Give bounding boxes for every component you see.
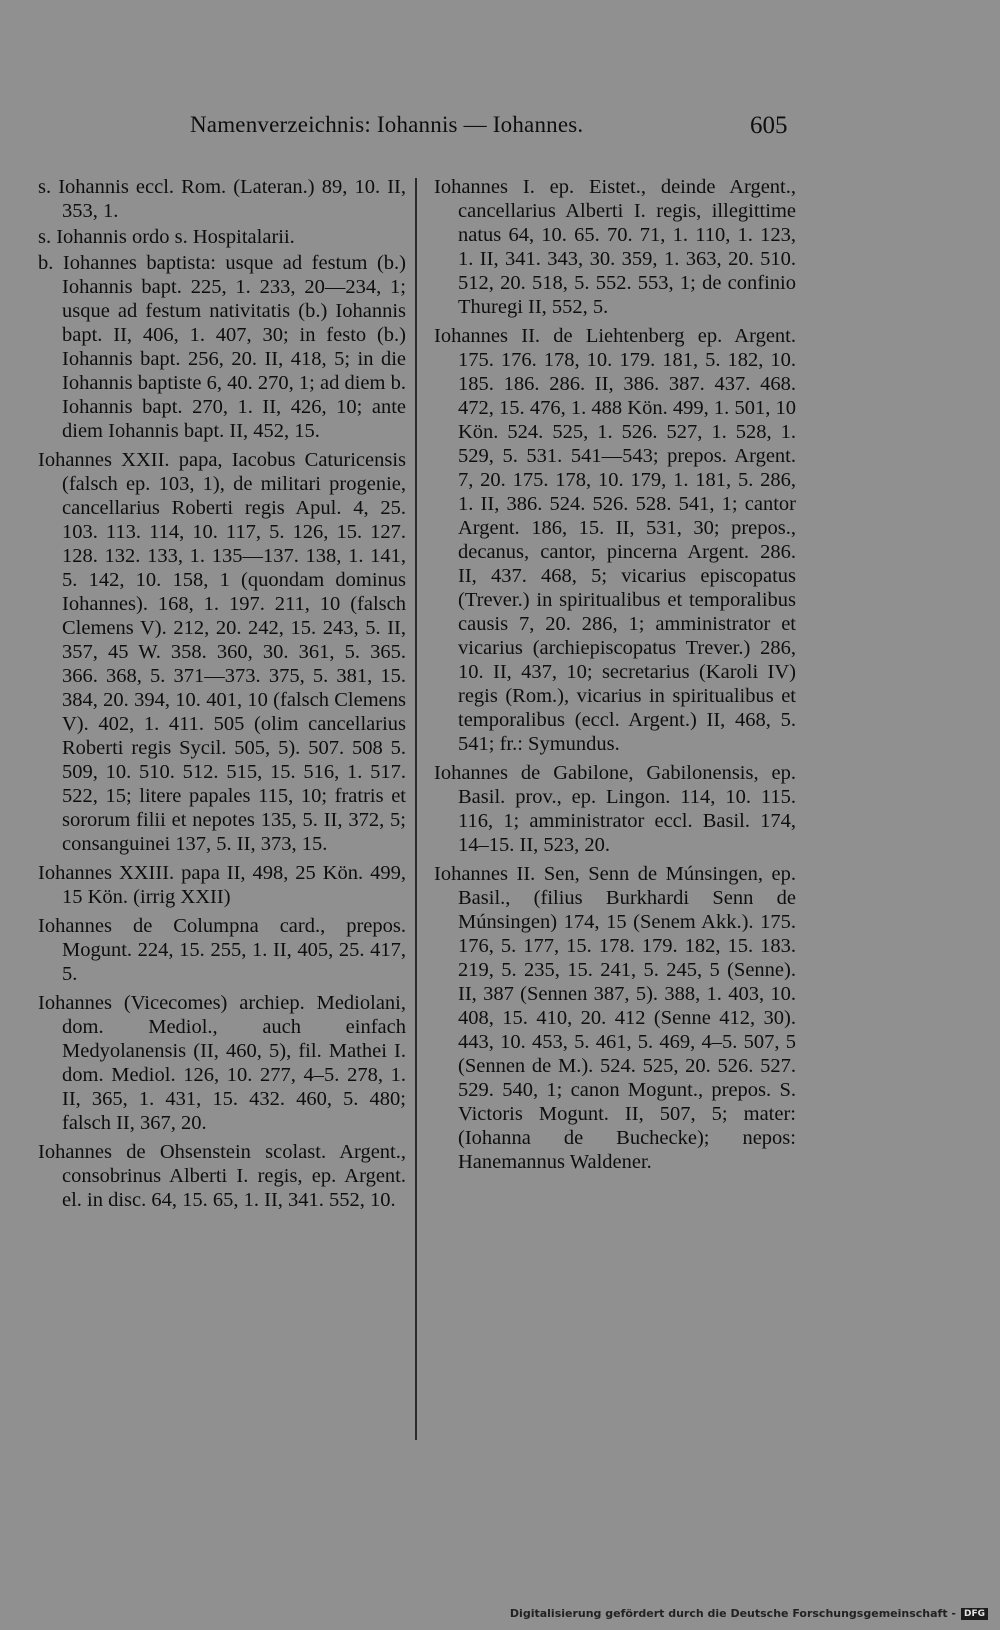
index-entry: Iohannes I. ep. Eistet., deinde Argent., cancellarius Alberti I. regis, illegittime natus 64, 10. 65. 70. 71, 1. 110, 1. 123, 1. II, 341. 343, 30. 359, 1. 363, 20. 510. 512, 20. 518, 5. 552. 553, 1; de confinio Thuregi II, 552, 5. bbox=[434, 176, 796, 318]
index-entry: Iohannes de Ohsenstein scolast. Argent., consobrinus Alberti I. regis, ep. Argent. el. in disc. 64, 15. 65, 1. II, 341. 552, 10. bbox=[38, 1141, 406, 1211]
index-entry: Iohannes XXII. papa, Iacobus Caturicensis (falsch ep. 103, 1), de militari progenie, cancellarius Roberti regis Apul. 4, 25. 103. 113. 114, 10. 117, 5. 126, 15. 127. 128. 132. 133, 1. 135—137. 138, 1. 141, 5. 142, 10. 158, 1 (quondam dominus Iohannes). 168, 1. 197. 211, 10 (falsch Clemens V). 212, 20. 242, 15. 243, 5. II, 357, 45 W. 358. 360, 30. 361, 5. 365. 366. 368, 5. 371—373. 375, 5. 381, 15. 384, 20. 394, 10. 401, 10 (falsch Clemens V). 402, 1. 411. 505 (olim cancellarius Roberti regis Sycil. 505, 5). 507. 508 5. 509, 10. 510. 512. 515, 15. 516, 1. 517. 522, 15; litere papales 115, 10; fratris et sororum filii et nepotes 135, 5. II, 372, 5; consanguinei 137, 5. II, 373, 15. bbox=[38, 449, 406, 855]
page-number: 605 bbox=[750, 112, 788, 139]
left-column bbox=[38, 175, 406, 1217]
column-divider bbox=[415, 178, 417, 1440]
running-header: Namenverzeichnis: Iohannis — Iohannes. bbox=[190, 112, 584, 137]
index-entry: Iohannes II. de Liehtenberg ep. Argent. 175. 176. 178, 10. 179. 181, 5. 182, 10. 185. 186. 286. II, 386. 387. 437. 468. 472, 15. 476, 1. 488 Kön. 499, 1. 501, 10 Kön. 524. 525, 1. 526. 527, 1. 528, 1. 529, 5. 531. 541—543; prepos. Argent. 7, 20. 175. 178, 10. 179, 1. 181, 5. 286, 1. II, 386. 524. 526. 528. 541, 1; cantor Argent. 186, 15. II, 531, 30; prepos., decanus, cantor, pincerna Argent. 286. II, 437. 468, 5; vicarius episcopatus (Trever.) in spiritualibus et temporalibus causis 7, 20. 286, 1; amministrator et vicarius (archiepiscopatus Trever.) 286, 10. II, 437, 10; secretarius (Karoli IV) regis (Rom.), vicarius in spiritualibus et temporalibus (eccl. Argent.) II, 468, 5. 541; fr.: Symundus. bbox=[434, 325, 796, 755]
right-column bbox=[434, 175, 796, 1179]
index-entry: s. Iohannis ordo s. Hospitalarii. bbox=[38, 226, 295, 248]
index-entry: Iohannes II. Sen, Senn de Múnsingen, ep. Basil., (filius Burkhardi Senn de Múnsingen) 174, 15 (Senem Akk.). 175. 176, 5. 177, 15. 178. 179. 182, 15. 183. 219, 5. 235, 15. 241, 5. 245, 5 (Senne). II, 387 (Sennen 387, 5). 388, 1. 403, 10. 408, 15. 410, 20. 412 (Senne 412, 30). 443, 10. 453, 5. 461, 5. 469, 4–5. 507, 5 (Sennen de M.). 524. 525, 20. 526. 527. 529. 540, 1; canon Mogunt., prepos. S. Victoris Mogunt. II, 507, 5; mater: (Iohanna de Buchecke); nepos: Hanemannus Waldener. bbox=[434, 863, 796, 1173]
index-entry: Iohannes de Gabilone, Gabilonensis, ep. Basil. prov., ep. Lingon. 114, 10. 115. 116, 1; amministrator eccl. Basil. 174, 14–15. II, 523, 20. bbox=[434, 762, 796, 856]
digitization-credit bbox=[510, 1607, 988, 1620]
index-entry: Iohannes (Vicecomes) archiep. Mediolani, dom. Mediol., auch einfach Medyolanensis (II, 460, 5), fil. Mathei I. dom. Mediol. 126, 10. 277, 4–5. 278, 1. II, 365, 1. 431, 15. 432. 460, 5. 480; falsch II, 367, 20. bbox=[38, 992, 406, 1134]
index-entry: Iohannes XXIII. papa II, 498, 25 Kön. 499, 15 Kön. (irrig XXII) bbox=[38, 862, 406, 908]
credit-text: Digitalisierung gefördert durch die Deutsche Forschungsgemeinschaft - bbox=[509, 1607, 956, 1620]
index-entry: s. Iohannis eccl. Rom. (Lateran.) 89, 10. II, 353, 1. bbox=[38, 176, 406, 222]
index-entry: Iohannes de Columpna card., prepos. Mogunt. 224, 15. 255, 1. II, 405, 25. 417, 5. bbox=[38, 915, 406, 985]
dfg-logo: DFG bbox=[961, 1608, 988, 1620]
index-entry: b. Iohannes baptista: usque ad festum (b.) Iohannis bapt. 225, 1. 233, 20—234, 1; usque ad festum nativitatis (b.) Iohannis bapt. II, 406, 1. 407, 30; in festo (b.) Iohannis bapt. 256, 20. II, 418, 5; in die Iohannis baptiste 6, 40. 270, 1; ad diem b. Iohannis bapt. 270, 1. II, 426, 10; ante diem Iohannis bapt. II, 452, 15. bbox=[38, 252, 406, 442]
